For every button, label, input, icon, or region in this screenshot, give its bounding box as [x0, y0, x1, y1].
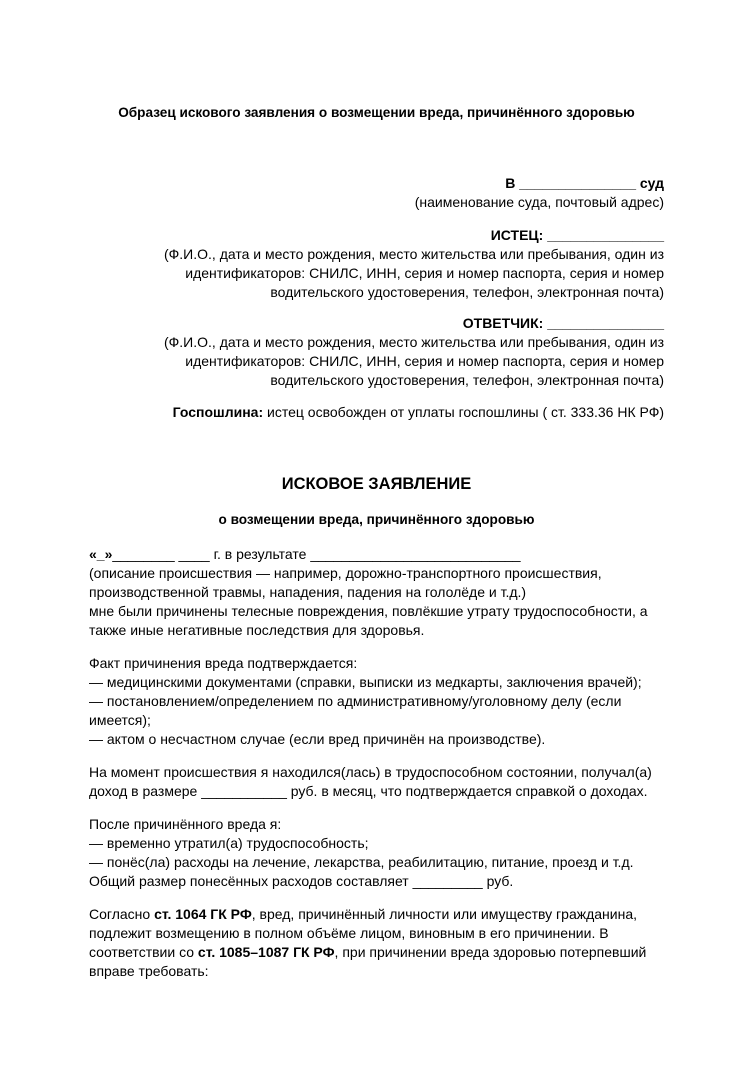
legal-line — [89, 943, 669, 962]
plaintiff-block — [164, 226, 664, 302]
evidence-line: имеется); — [89, 712, 151, 728]
legal-basis-paragraph — [89, 905, 669, 981]
law-reference: ст. 1064 ГК РФ — [154, 906, 252, 922]
plaintiff-details-line: (Ф.И.О., дата и место рождения, место жительства или пребывания, один из — [163, 246, 664, 262]
incident-line: производственной травмы, нападения, падения на гололёде и т.д.) — [89, 584, 527, 600]
defendant-label: ОТВЕТЧИК: — [462, 315, 544, 331]
fee-text: истец освобожден от уплаты госпошлины ( ст. 333.36 НК РФ) — [263, 404, 664, 420]
date-rest: ________ ____ г. в результате ___________________________ — [112, 546, 521, 562]
consequences-line: — временно утратил(а) трудоспособность; — [89, 835, 369, 851]
legal-line: вправе требовать: — [89, 963, 209, 979]
evidence-line: — постановлением/определением по административному/уголовному делу (если — [89, 693, 622, 709]
plaintiff-details-line: водительского удостоверения, телефон, электронная почта) — [270, 284, 664, 300]
defendant-blank: _______________ — [547, 315, 664, 331]
defendant-heading — [164, 314, 664, 333]
court-note: (наименование суда, почтовый адрес) — [414, 194, 664, 210]
defendant-details-line: идентификаторов: СНИЛС, ИНН, серия и номер паспорта, серия и номер — [185, 353, 664, 369]
plaintiff-heading — [164, 226, 664, 245]
incident-line: мне были причинены телесные повреждения, повлёкшие утрату трудоспособности, а — [89, 603, 648, 619]
evidence-line: — актом о несчастном случае (если вред причинён на производстве). — [89, 731, 546, 747]
document-title: Образец искового заявления о возмещении вреда, причинённого здоровью — [118, 105, 635, 120]
plaintiff-blank: _______________ — [547, 227, 664, 243]
legal-text: соответствии со — [89, 944, 198, 960]
evidence-paragraph — [89, 654, 669, 749]
defendant-block — [164, 314, 664, 390]
evidence-line: Факт причинения вреда подтверждается: — [89, 655, 358, 671]
legal-text: Согласно — [89, 906, 155, 922]
evidence-line: — медицинскими документами (справки, выписки из медкарты, заключения врачей); — [89, 674, 642, 690]
legal-text: , при причинении вреда здоровью потерпевший — [334, 944, 647, 960]
legal-line — [89, 905, 669, 924]
income-line: доход в размере ___________ руб. в месяц, что подтверждается справкой о доходах. — [89, 783, 648, 799]
income-line: На момент происшествия я находился(лась) в трудоспособном состоянии, получал(а) — [89, 764, 652, 780]
consequences-line: — понёс(ла) расходы на лечение, лекарства, реабилитацию, питание, проезд и т.д. — [89, 854, 634, 870]
court-block — [415, 174, 664, 212]
law-reference: ст. 1085–1087 ГК РФ — [197, 944, 335, 960]
legal-line: подлежит возмещению в полном объёме лицом, виновным в его причинении. В — [89, 925, 609, 941]
consequences-paragraph — [89, 815, 669, 891]
defendant-details-line: водительского удостоверения, телефон, электронная почта) — [270, 372, 664, 388]
incident-paragraph — [89, 545, 669, 640]
legal-text: , вред, причинённый личности или имуществу гражданина, — [251, 906, 638, 922]
plaintiff-details-line: идентификаторов: СНИЛС, ИНН, серия и номер паспорта, серия и номер — [185, 265, 664, 281]
income-paragraph — [89, 763, 669, 801]
claim-heading: ИСКОВОЕ ЗАЯВЛЕНИЕ — [281, 475, 472, 493]
consequences-line: Общий размер понесённых расходов составляет _________ руб. — [89, 873, 514, 889]
date-day-blank: «_» — [89, 546, 113, 562]
fee-label: Госпошлина: — [172, 404, 264, 420]
incident-line: также иные негативные последствия для здоровья. — [89, 622, 425, 638]
plaintiff-label: ИСТЕЦ: — [490, 227, 544, 243]
claim-subheading: о возмещении вреда, причинённого здоровью — [218, 512, 535, 527]
defendant-details-line: (Ф.И.О., дата и место рождения, место жительства или пребывания, один из — [163, 334, 664, 350]
incident-line: (описание происшествия — например, дорожно-транспортного происшествия, — [89, 565, 602, 581]
incident-date-line — [89, 545, 669, 564]
fee-line — [173, 403, 664, 422]
court-line: В _______________ суд — [505, 175, 664, 191]
consequences-line: После причинённого вреда я: — [89, 816, 282, 832]
